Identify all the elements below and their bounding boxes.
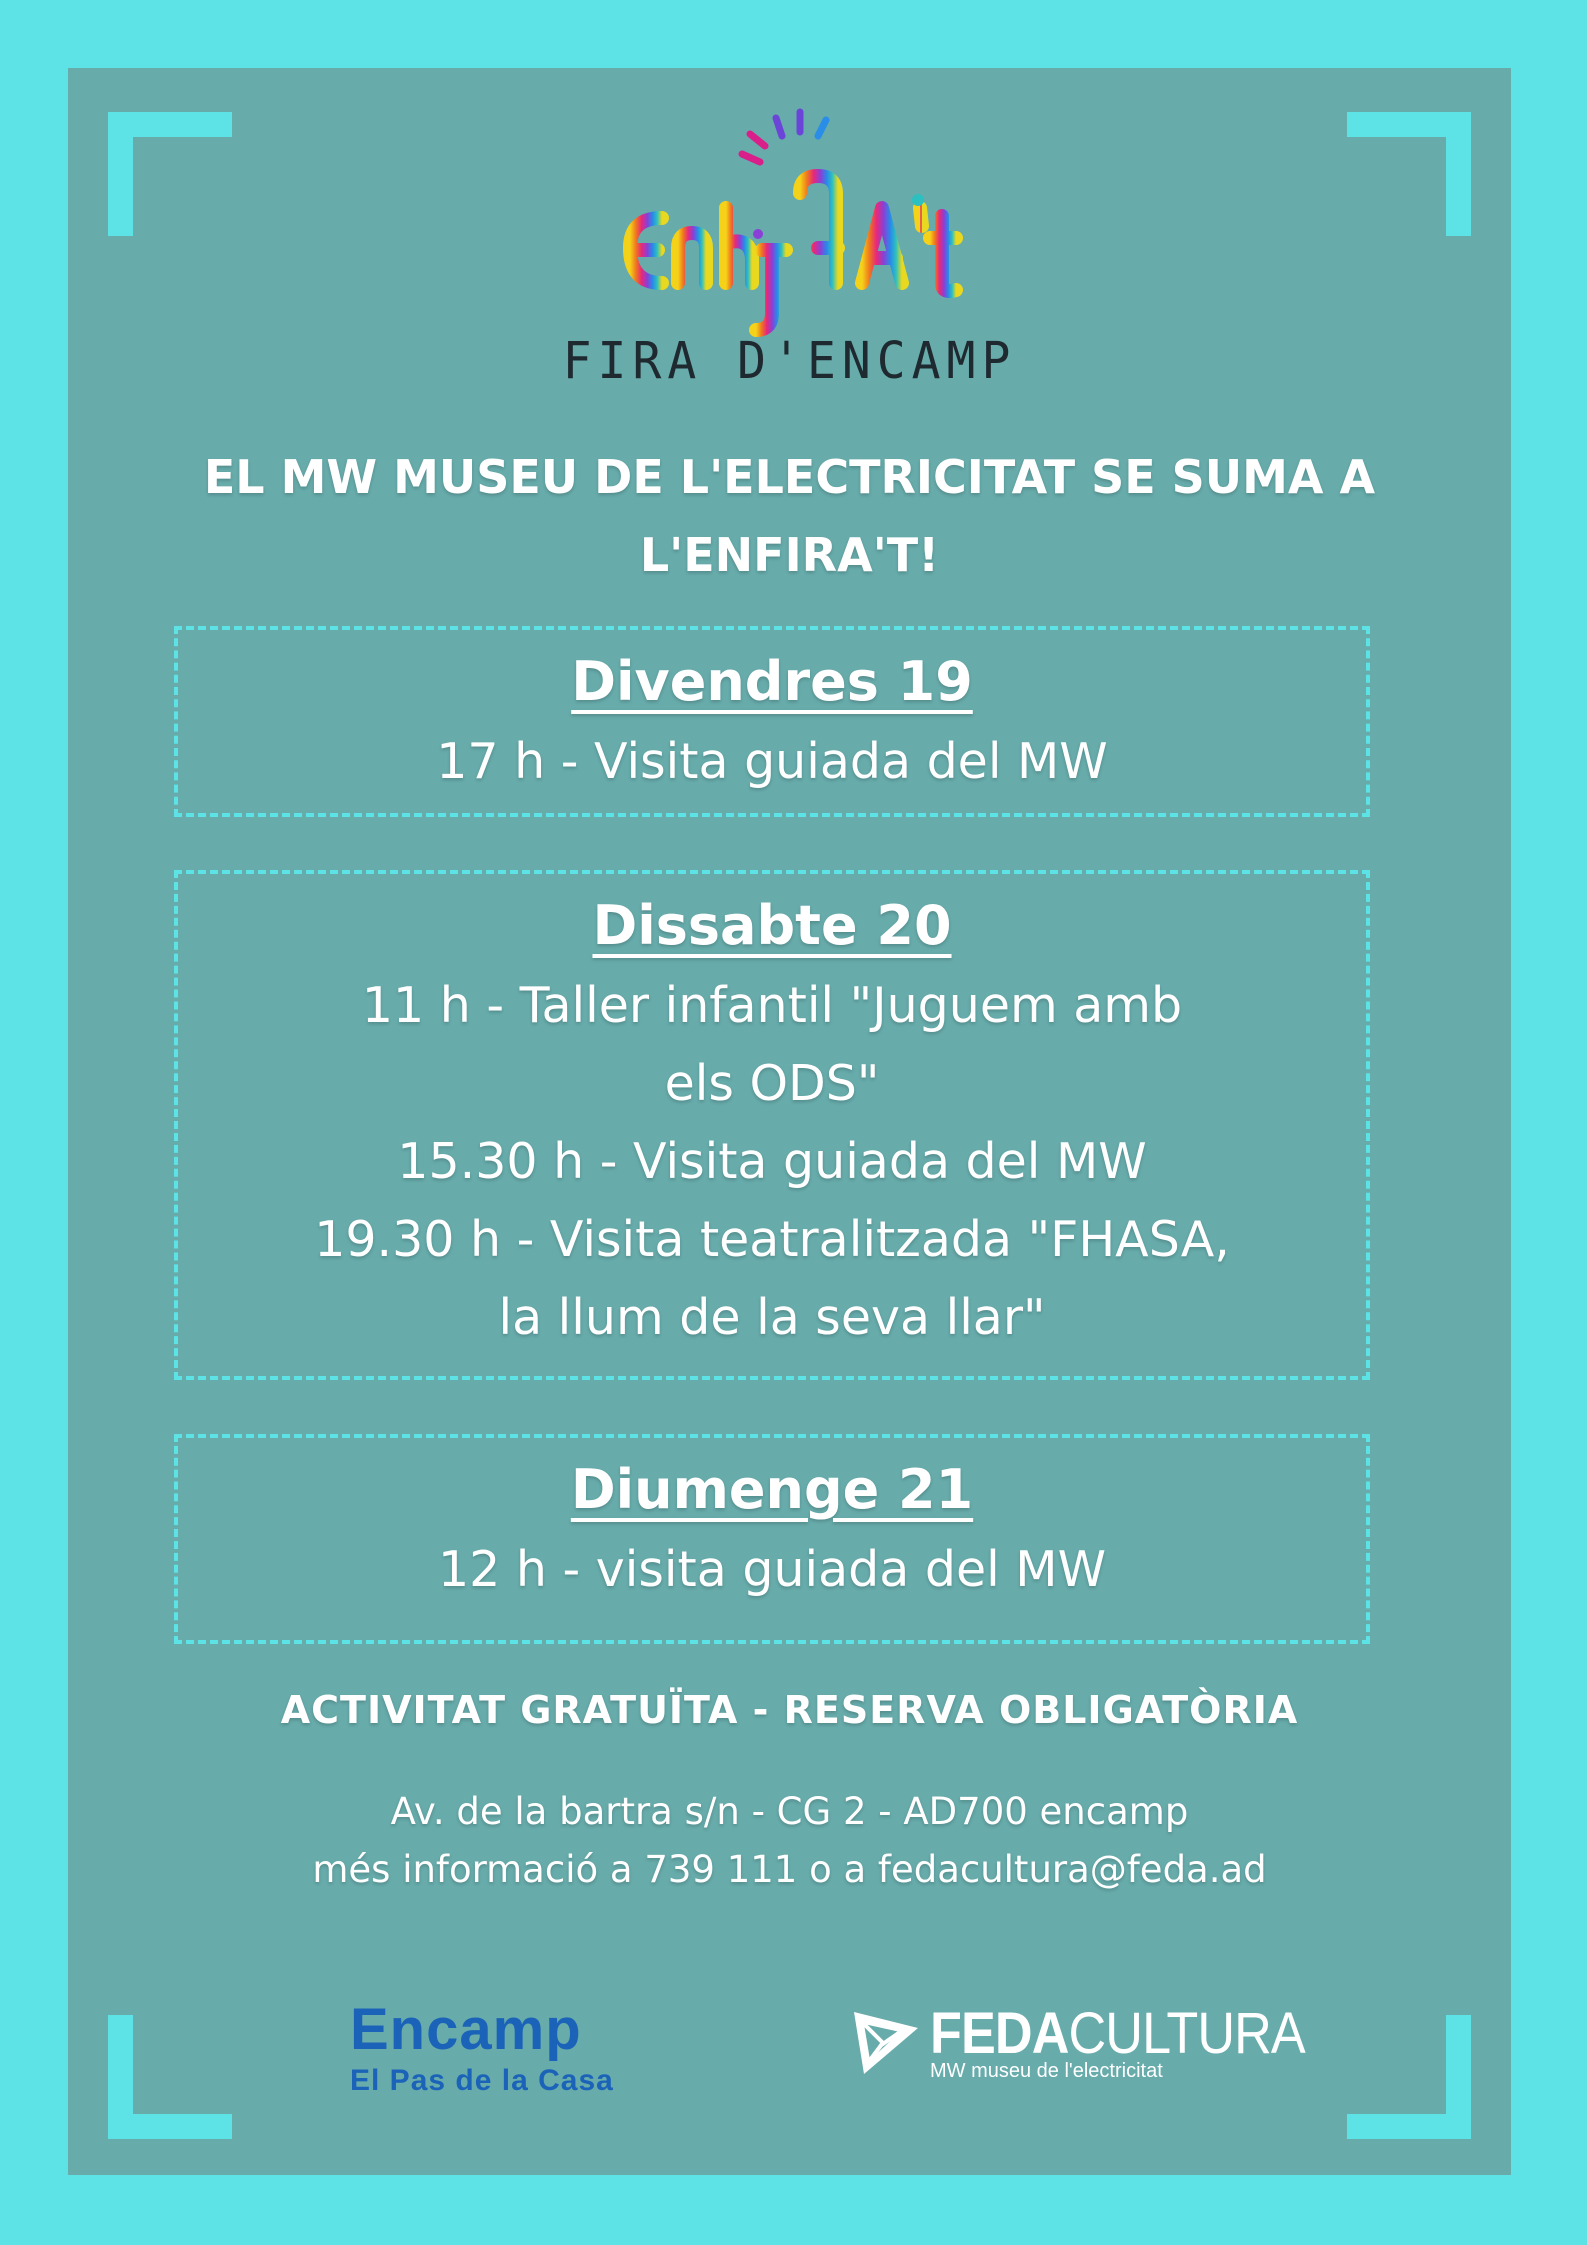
- headline: [178, 438, 1401, 594]
- info-line: més informació a 739 111 o a fedacultura@feda.ad: [312, 1848, 1267, 1891]
- day-box-saturday: [174, 870, 1370, 1380]
- day-title: Dissabte 20: [592, 894, 952, 957]
- encamp-logo: [350, 1997, 614, 2098]
- feda-triangle-icon: [850, 2006, 922, 2078]
- day-box-friday: [174, 626, 1370, 817]
- schedule-line: 19.30 h - Visita teatralitzada "FHASA,: [314, 1211, 1230, 1268]
- encamp-logo-name: Encamp: [350, 1997, 582, 2062]
- schedule-line: 12 h - visita guiada del MW: [437, 1541, 1107, 1598]
- feda-logo-name: FEDACULTURA: [930, 2001, 1305, 2066]
- address-line: Av. de la bartra s/n - CG 2 - AD700 encamp: [390, 1790, 1189, 1833]
- contact-info: [68, 1783, 1511, 1899]
- enfirat-logo: [68, 98, 1511, 338]
- enfirat-wordmark-icon: [600, 98, 980, 338]
- day-title: Diumenge 21: [570, 1458, 974, 1521]
- feda-cultura-logo: [850, 2001, 1347, 2083]
- schedule-line: la llum de la seva llar": [498, 1289, 1046, 1346]
- schedule-line: 17 h - Visita guiada del MW: [436, 733, 1108, 790]
- headline-line-2: L'ENFIRA'T!: [639, 528, 940, 582]
- schedule-line: els ODS": [664, 1055, 880, 1112]
- fira-subtitle: FIRA D'ENCAMP: [562, 331, 1017, 391]
- poster-panel: [68, 68, 1511, 2175]
- day-box-sunday: [174, 1434, 1370, 1644]
- headline-line-1: EL MW MUSEU DE L'ELECTRICITAT SE SUMA A: [203, 450, 1376, 504]
- feda-logo-sub: MW museu de l'electricitat: [930, 2060, 1163, 2082]
- encamp-logo-sub: El Pas de la Casa: [350, 2064, 614, 2097]
- day-title: Divendres 19: [571, 650, 973, 713]
- schedule-line: 11 h - Taller infantil "Juguem amb: [361, 977, 1183, 1034]
- schedule-line: 15.30 h - Visita guiada del MW: [397, 1133, 1147, 1190]
- free-activity-notice: ACTIVITAT GRATUÏTA - RESERVA OBLIGATÒRIA: [280, 1688, 1299, 1732]
